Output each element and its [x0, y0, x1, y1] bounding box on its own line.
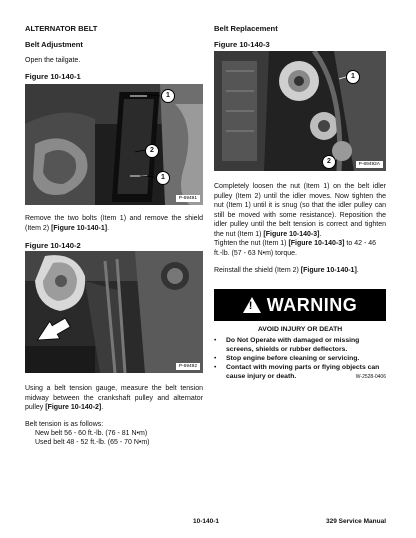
figure-2-photo	[25, 251, 203, 373]
subsection-belt-adjustment: Belt Adjustment	[25, 40, 83, 49]
warning-banner	[214, 289, 386, 321]
warning-code: W-2528-0406	[355, 374, 386, 380]
figure-3-reference-a: [Figure 10-140-3]	[263, 230, 320, 238]
warning-item: • Contact with moving parts or flying objects can cause injury or death.	[214, 363, 386, 381]
figure-3-caption: Figure 10-140-3	[214, 40, 270, 49]
tension-used-belt: Used belt 48 - 52 ft.-lb. (65 - 70 N•m)	[35, 439, 150, 446]
warning-item: • Do Not Operate with damaged or missing screens, shields or rubber deflectors.	[214, 336, 386, 354]
manual-title: 329 Service Manual	[326, 518, 386, 525]
paragraph-remove-shield: Remove the two bolts (Item 1) and remove the shield (Item 2) [Figure 10-140-1].	[25, 215, 203, 232]
paragraph-measure-tension: Using a belt tension gauge, measure the belt tension midway between the crankshaft pulley and alternator pulley [Figure 10-140-2].	[25, 385, 203, 412]
paragraph-reinstall-shield: Reinstall the shield (Item 2) [Figure 10-140-1].	[214, 267, 359, 274]
figure-1-caption: Figure 10-140-1	[25, 72, 81, 81]
paragraph-torque: Tighten the nut (Item 1) [Figure 10-140-3] to 42 - 46 ft.-lb. (57 - 63 N•m) torque.	[214, 240, 377, 257]
tension-intro: Belt tension is as follows:	[25, 421, 104, 428]
figure-2-caption: Figure 10-140-2	[25, 241, 81, 250]
warning-item: • Stop engine before cleaning or servicing.	[214, 354, 386, 363]
warning-triangle-icon: !	[243, 297, 261, 313]
intro-text: Open the tailgate.	[25, 57, 81, 64]
figure-2-photo-id: P-69492	[176, 363, 200, 370]
page-number: 10-140-1	[193, 518, 220, 525]
figure-3-reference-b: [Figure 10-140-3]	[288, 240, 345, 247]
figure-3-photo	[214, 51, 386, 171]
figure-1-callout-1-bottom: 1	[156, 171, 170, 185]
figure-2-reference: [Figure 10-140-2]	[45, 404, 102, 412]
warning-heading: AVOID INJURY OR DEATH	[257, 326, 343, 333]
figure-1-callout-2: 2	[145, 144, 159, 158]
figure-1-reference-b: [Figure 10-140-1]	[300, 267, 357, 274]
figure-3-callout-1: 1	[346, 70, 360, 84]
subsection-belt-replacement: Belt Replacement	[214, 24, 278, 33]
figure-3-callout-2: 2	[322, 155, 336, 169]
figure-1-photo-id: P-69491	[176, 195, 200, 202]
paragraph-loosen-nut: Completely loosen the nut (Item 1) on the belt idler pulley (Item 2) until the idler moves. Now tighten the nut (Item 1) until it is snug (so that the idler pulley can still be moved with some resistance). Reposition the idler pulley until the belt tension is correct and tighten the nut (Item 1) [Figure 10-140-3].	[214, 183, 386, 238]
figure-1-callout-1-top: 1	[161, 89, 175, 103]
tension-new-belt: New belt 56 - 60 ft.-lb. (76 - 81 N•m)	[35, 430, 148, 437]
figure-3-photo-id: P-69492A	[356, 161, 383, 168]
section-title: ALTERNATOR BELT	[25, 24, 98, 33]
figure-1-reference: [Figure 10-140-1]	[51, 224, 108, 232]
warning-title: WARNING	[266, 294, 358, 315]
figure-1-photo	[25, 84, 203, 205]
